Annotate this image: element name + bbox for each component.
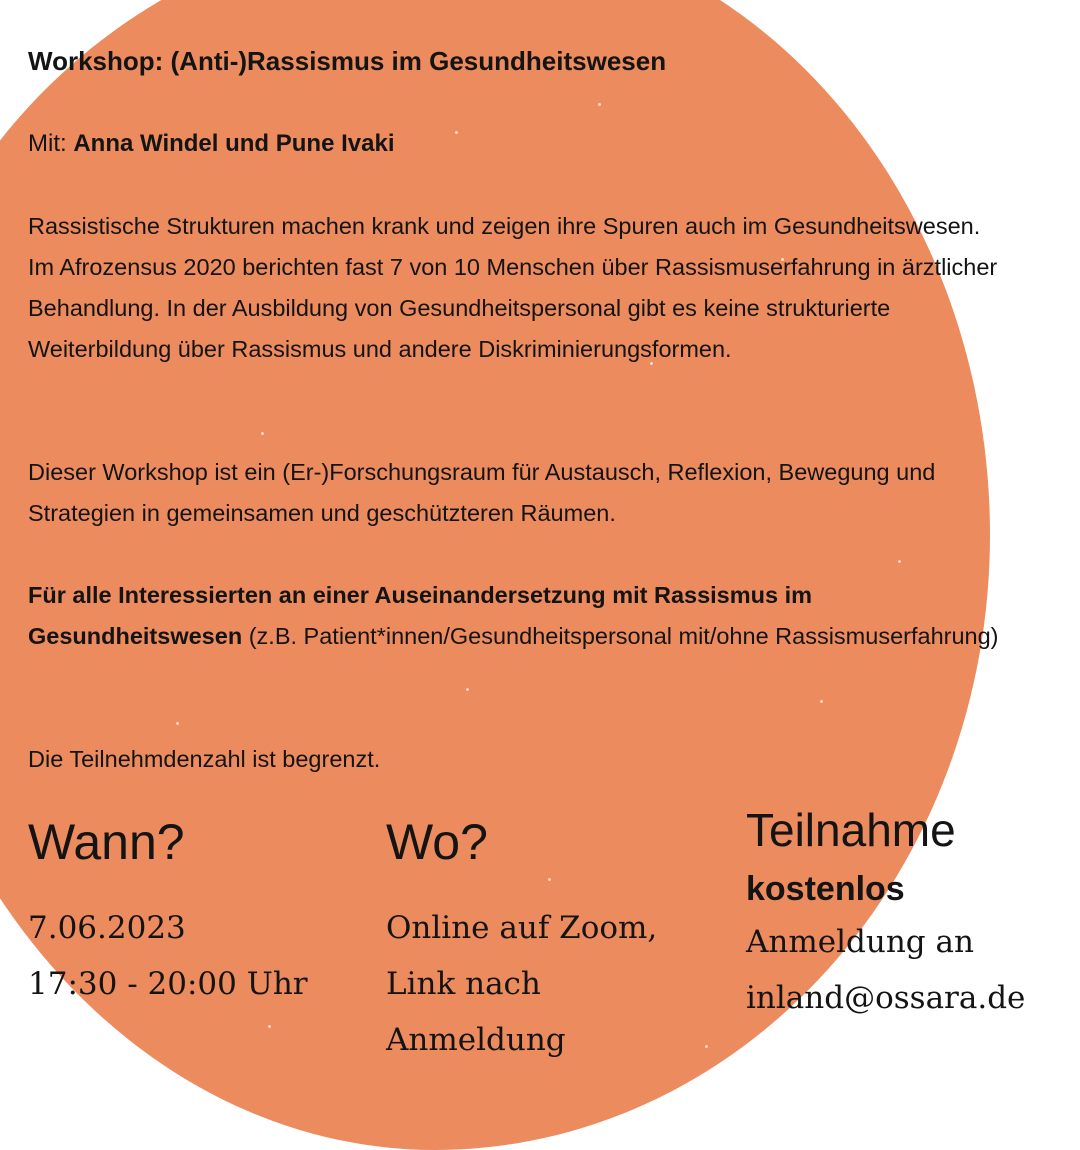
audience-note: (z.B. Patient*innen/Gesundheitspersonal mit/ohne Rassismuserfahrung) xyxy=(242,623,999,649)
facilitators-prefix: Mit: xyxy=(28,130,74,157)
participation-heading: Teilnahme xyxy=(746,804,956,856)
speck-decoration xyxy=(176,722,179,725)
speck-decoration xyxy=(268,1025,271,1028)
registration-email: inland@ossara.de xyxy=(746,980,1026,1016)
event-date: 7.06.2023 xyxy=(28,910,186,946)
speck-decoration xyxy=(466,688,469,691)
when-column xyxy=(28,812,308,1012)
participation-column xyxy=(746,800,1025,1026)
speck-decoration xyxy=(820,700,823,703)
registration-details xyxy=(746,914,1025,1026)
where-details xyxy=(386,900,657,1068)
facilitators-names: Anna Windel und Pune Ivaki xyxy=(73,130,395,157)
where-column xyxy=(386,812,657,1068)
facilitators-line xyxy=(28,130,394,158)
workshop-purpose-paragraph: Dieser Workshop ist ein (Er-)Forschungsraum für Austausch, Reflexion, Bewegung und Strategien in gemeinsamen und geschützteren Räumen. xyxy=(28,459,936,526)
speck-decoration xyxy=(598,103,601,106)
speck-decoration xyxy=(455,131,458,134)
limited-participants-note: Die Teilnehmdenzahl ist begrenzt. xyxy=(28,746,381,772)
speck-decoration xyxy=(261,432,264,435)
when-details xyxy=(28,900,308,1012)
where-line-1: Online auf Zoom, xyxy=(386,910,658,946)
where-line-3: Anmeldung xyxy=(386,1022,566,1058)
workshop-title: Workshop: (Anti-)Rassismus im Gesundheitswesen xyxy=(28,46,667,76)
speck-decoration xyxy=(898,560,901,563)
audience-paragraph xyxy=(28,575,1008,657)
event-time: 17:30 - 20:00 Uhr xyxy=(28,966,308,1002)
audience-bold: Für alle Interessierten an einer Auseinandersetzung mit Rassismus im Gesundheitswesen xyxy=(28,582,813,649)
participation-cost: kostenlos xyxy=(746,870,905,908)
description-paragraph: Rassistische Strukturen machen krank und zeigen ihre Spuren auch im Gesundheitswesen. Im Afrozensus 2020 berichten fast 7 von 10 Menschen über Rassismuserfahrung in ärztlicher Behandlung. In der Ausbildung von Gesundheitspersonal gibt es keine strukturierte Weiterbildung über Rassismus und andere Diskriminierungsformen. xyxy=(28,213,998,362)
where-line-2: Link nach xyxy=(386,966,541,1002)
speck-decoration xyxy=(705,1045,708,1048)
where-heading: Wo? xyxy=(386,814,488,870)
when-heading: Wann? xyxy=(28,814,185,870)
registration-label: Anmeldung an xyxy=(746,924,974,960)
